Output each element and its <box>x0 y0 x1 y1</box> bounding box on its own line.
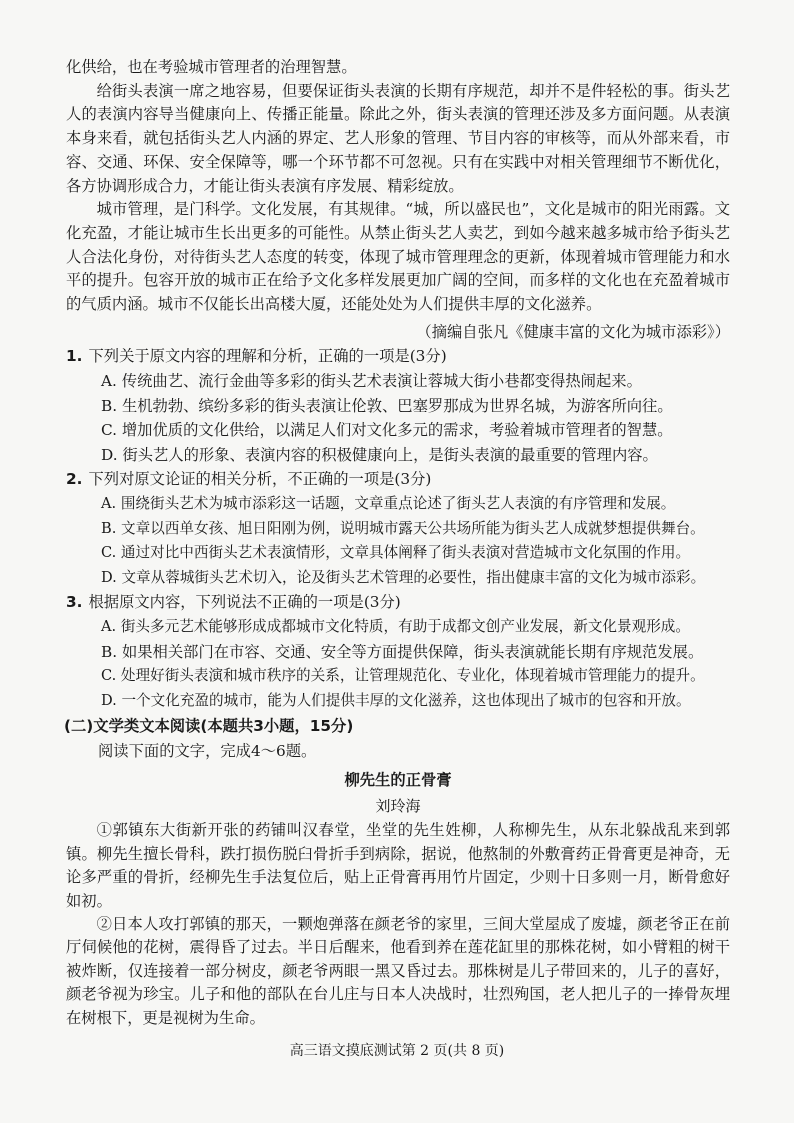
question-number: 1. <box>66 347 83 366</box>
option-d: D. 一个文化充盈的城市，能为人们提供丰厚的文化滋养，这也体现出了城市的包容和开放。 <box>101 691 691 709</box>
story-author: 刘玲海 <box>375 797 421 816</box>
option-c: C. 处理好街头表演和城市秩序的关系，让管理规范化、专业化，体现着城市管理能力的提升。 <box>101 667 705 685</box>
option-c: C. 通过对比中西街头艺术表演情形，文章具体阐释了街头表演对营造城市文化氛围的作用。 <box>101 544 691 562</box>
option-d: D. 文章从蓉城街头艺术切入，论及街头艺术管理的必要性，指出健康丰富的文化为城市添彩。 <box>101 568 706 586</box>
option-d: D. 街头艺人的形象、表演内容的积极健康向上，是街头表演的最重要的管理内容。 <box>101 445 658 464</box>
story-paragraph-2: ②日本人攻打郭镇的那天，一颗炮弹落在颜老爷的家里，三间大堂屋成了废墟，颜老爷正在前厅伺候他的花树，震得昏了过去。半日后醒来，他看到养在莲花缸里的那株花树，如小臂粗的树干被炸断，仅连接着一部分树皮，颜老爷两眼一黑又昏过去。那株树是儿子带回来的，儿子的喜好，颜老爷视为珍宝。儿子和他的部队在台儿庄与日本人决战时，壮烈殉国，老人把儿子的一捧骨灰埋在树根下，更是视树为生命。 <box>66 914 730 1027</box>
question-number: 3. <box>66 593 83 612</box>
option-b: B. 文章以西单女孩、旭日阳刚为例，说明城市露天公共场所能为街头艺人成就梦想提供舞台。 <box>101 519 705 537</box>
option-b: B. 生机勃勃、缤纷多彩的街头表演让伦敦、巴塞罗那成为世界名城，为游客所向往。 <box>101 396 673 415</box>
option-b: B. 如果相关部门在市容、交通、安全等方面提供保障，街头表演就能长期有序规范发展。 <box>101 642 704 661</box>
story-paragraph-1: ①郭镇东大街新开张的药铺叫汉春堂，坐堂的先生姓柳，人称柳先生，从东北躲战乱来到郭镇。柳先生擅长骨科，跌打损伤脱臼骨折手到病除，据说，他熬制的外敷膏药正骨膏更是神奇，无论多严重的骨折，经柳先生手法复位后，贴上正骨膏再用竹片固定，少则十日多则一月，断骨愈好如初。 <box>66 821 730 910</box>
option-c: C. 增加优质的文化供给，以满足人们对文化多元的需求，考验着城市管理者的智慧。 <box>101 421 673 440</box>
option-a: A. 围绕街头艺术为城市添彩这一话题，文章重点论述了街头艺人表演的有序管理和发展。 <box>101 495 676 512</box>
section-title: (二)文学类文本阅读(本题共3小题，15分) <box>64 717 354 736</box>
page-content <box>66 56 730 1030</box>
reading-instruction: 阅读下面的文字，完成4～6题。 <box>98 742 317 761</box>
essay-paragraph-2: 给街头表演一席之地容易，但要保证街头表演的长期有序规范，却并不是件轻松的事。街头艺人的表演内容导当健康向上、传播正能量。除此之外，街头表演的管理还涉及多方面问题。从表演本身来看，就包括街头艺人内涵的界定、艺人形象的管理、节目内容的审核等，而从外部来看，市容、交通、环保、安全保障等，哪一个环节都不可忽视。只有在实践中对相关管理细节不断优化，各方协调形成合力，才能让街头表演有序发展、精彩绽放。 <box>66 81 730 195</box>
source-citation: （摘编自张凡《健康丰富的文化为城市添彩》） <box>416 322 730 341</box>
story-body <box>66 819 730 1030</box>
option-a: A. 传统曲艺、流行金曲等多彩的街头艺术表演让蓉城大街小巷都变得热闹起来。 <box>101 372 642 391</box>
question-1 <box>66 344 730 467</box>
question-stem: 下列关于原文内容的理解和分析，正确的一项是(3分) <box>88 347 447 366</box>
question-3 <box>66 590 730 713</box>
question-number: 2. <box>66 470 83 489</box>
essay-paragraph-3: 城市管理，是门科学。文化发展，有其规律。“城，所以盛民也”，文化是城市的阳光雨露。文化充盈，才能让城市生长出更多的可能性。从禁止街头艺人卖艺，到如今越来越多城市给予街头艺人合法化身份，对待街头艺人态度的转变，体现了城市管理理念的更新，体现着城市管理能力和水平的提升。包容开放的城市正在给予文化多样发展更加广阔的空间，而多样的文化也在充盈着城市的气质内涵。城市不仅能长出高楼大厦，还能处处为人们提供丰厚的文化滋养。 <box>66 200 730 314</box>
essay-paragraph-1: 化供给，也在考验城市管理者的治理智慧。 <box>66 58 357 76</box>
story-title: 柳先生的正骨膏 <box>344 771 452 790</box>
question-stem: 下列对原文论证的相关分析，不正确的一项是(3分) <box>88 470 432 489</box>
page-footer: 高三语文摸底测试第 2 页(共 8 页) <box>289 1043 505 1059</box>
question-2 <box>66 467 730 590</box>
option-a: A. 街头多元艺术能够形成成都城市文化特质，有助于成都文创产业发展，新文化景观形成。 <box>101 617 690 635</box>
question-stem: 根据原文内容，下列说法不正确的一项是(3分) <box>88 593 401 612</box>
